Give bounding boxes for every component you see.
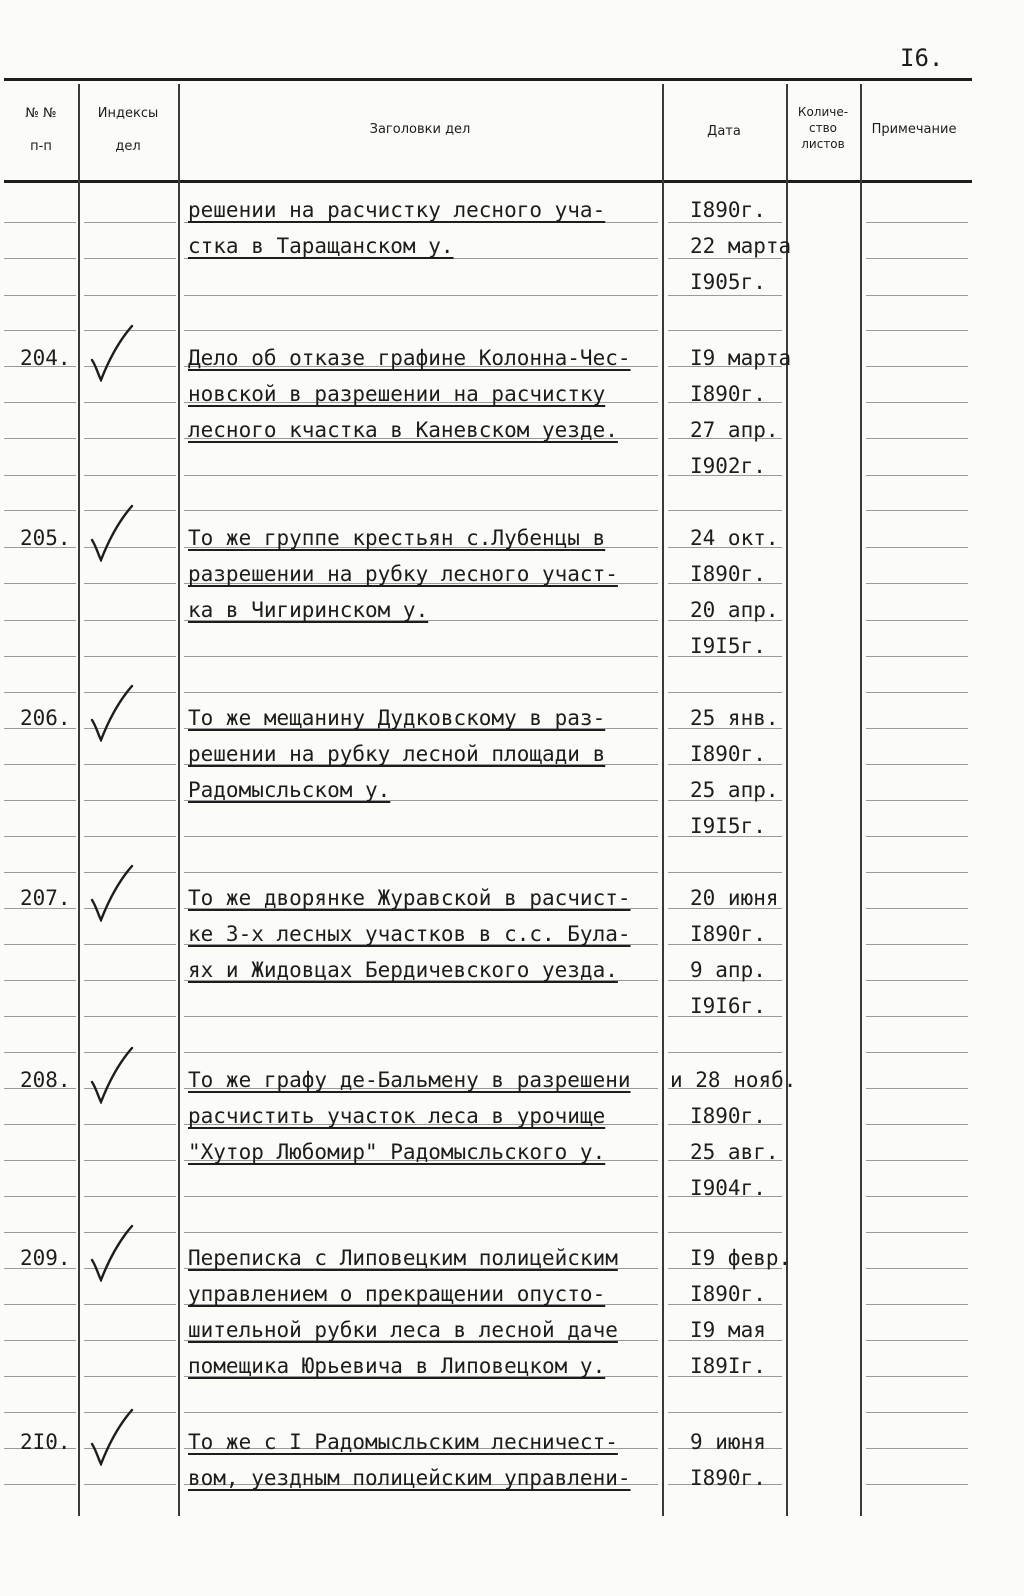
header-index-col: Индексы дел xyxy=(97,106,159,154)
ruled-line xyxy=(4,510,76,511)
entry-date-line: I9 февр. xyxy=(690,1246,792,1270)
ruled-line xyxy=(184,475,658,476)
ruled-line xyxy=(84,764,176,765)
ruled-line xyxy=(84,1124,176,1125)
entry-title-line: То же с I Радомысльским лесничест- xyxy=(188,1430,618,1454)
ruled-line xyxy=(84,258,176,259)
entry-number: 2I0. xyxy=(20,1430,71,1454)
ruled-line xyxy=(4,1160,76,1161)
ruled-line xyxy=(4,258,76,259)
table-header-rule xyxy=(4,180,972,183)
entry-date-line: I890г. xyxy=(690,742,766,766)
ruled-line xyxy=(866,620,968,621)
entry-title-line: ка в Чигиринском у. xyxy=(188,598,429,622)
ruled-line xyxy=(4,980,76,981)
entry-title-line: управлением о прекращении опусто- xyxy=(188,1282,606,1306)
header-sheets-col: Количе- ство листов xyxy=(797,105,849,151)
checkmark-icon xyxy=(90,504,134,562)
checkmark-icon xyxy=(90,324,134,382)
checkmark-icon xyxy=(90,864,134,922)
ruled-line xyxy=(866,330,968,331)
ruled-line xyxy=(4,1340,76,1341)
ruled-line xyxy=(84,222,176,223)
ruled-line xyxy=(4,836,76,837)
ruled-line xyxy=(866,295,968,296)
ruled-line xyxy=(84,620,176,621)
ruled-line xyxy=(4,692,76,693)
ruled-line xyxy=(184,692,658,693)
ruled-line xyxy=(866,1304,968,1305)
checkmark-icon xyxy=(90,684,134,742)
entry-title-line: ке 3-х лесных участков в с.с. Була- xyxy=(188,922,631,946)
entry-number: 208. xyxy=(20,1068,71,1092)
ruled-line xyxy=(184,295,658,296)
entry-date-line: 25 апр. xyxy=(690,778,779,802)
ruled-line xyxy=(4,1376,76,1377)
ruled-line xyxy=(4,1124,76,1125)
ruled-line xyxy=(866,547,968,548)
ruled-line xyxy=(866,1448,968,1449)
ruled-line xyxy=(668,1052,782,1053)
ruled-line xyxy=(184,1052,658,1053)
ruled-line xyxy=(4,330,76,331)
ruled-line xyxy=(866,872,968,873)
ruled-line xyxy=(4,1412,76,1413)
ruled-line xyxy=(866,692,968,693)
entry-date-line: I890г. xyxy=(690,1282,766,1306)
entry-date-line: 20 апр. xyxy=(690,598,779,622)
ruled-line xyxy=(184,872,658,873)
entry-date-line: I890г. xyxy=(690,922,766,946)
entry-date-line: 20 июня xyxy=(690,886,779,910)
entry-title-line: "Хутор Любомир" Радомысльского у. xyxy=(188,1140,606,1164)
column-divider-5 xyxy=(860,84,862,1516)
ruled-line xyxy=(4,620,76,621)
ruled-line xyxy=(84,438,176,439)
ruled-line xyxy=(668,692,782,693)
ruled-line xyxy=(866,1052,968,1053)
entry-title-line: То же графу де-Бальмену в разрешени xyxy=(188,1068,631,1092)
ruled-line xyxy=(866,1124,968,1125)
checkmark-icon xyxy=(90,1408,134,1466)
entry-date-line: I9I5г. xyxy=(690,634,766,658)
ruled-line xyxy=(84,1376,176,1377)
ruled-line xyxy=(84,944,176,945)
entry-title-line: расчистить участок леса в урочище xyxy=(188,1104,606,1128)
entry-title-line: стка в Таращанском у. xyxy=(188,234,454,258)
ruled-line xyxy=(84,1340,176,1341)
ruled-line xyxy=(84,295,176,296)
header-note-col: Примечание xyxy=(871,122,957,137)
ruled-line xyxy=(866,656,968,657)
ruled-line xyxy=(668,872,782,873)
ruled-line xyxy=(84,583,176,584)
entry-number: 209. xyxy=(20,1246,71,1270)
ruled-line xyxy=(184,1196,658,1197)
entry-title-line: Радомысльском у. xyxy=(188,778,391,802)
ruled-line xyxy=(4,295,76,296)
entry-date-line: I890г. xyxy=(690,1104,766,1128)
entry-date-line: I890г. xyxy=(690,562,766,586)
entry-date-line: 25 авг. xyxy=(690,1140,779,1164)
entry-date-line: I902г. xyxy=(690,454,766,478)
entry-date-line: 22 марта xyxy=(690,234,792,258)
ruled-line xyxy=(866,836,968,837)
ruled-line xyxy=(866,583,968,584)
column-divider-2 xyxy=(178,84,180,1516)
ruled-line xyxy=(184,836,658,837)
ruled-line xyxy=(866,1268,968,1269)
ruled-line xyxy=(4,1304,76,1305)
ruled-line xyxy=(84,656,176,657)
ruled-line xyxy=(866,980,968,981)
ruled-line xyxy=(84,836,176,837)
ruled-line xyxy=(4,1052,76,1053)
entry-date-line: 24 окт. xyxy=(690,526,779,550)
ruled-line xyxy=(4,1484,76,1485)
entry-number: 207. xyxy=(20,886,71,910)
ruled-line xyxy=(84,1484,176,1485)
ruled-line xyxy=(184,1412,658,1413)
ruled-line xyxy=(84,800,176,801)
ruled-line xyxy=(866,475,968,476)
column-divider-1 xyxy=(78,84,80,1516)
checkmark-icon xyxy=(90,1224,134,1282)
header-title-col: Заголовки дел xyxy=(369,122,471,137)
column-divider-3 xyxy=(662,84,664,1516)
ruled-line xyxy=(866,258,968,259)
ruled-line xyxy=(4,1016,76,1017)
ruled-line xyxy=(4,402,76,403)
ruled-line xyxy=(866,728,968,729)
ruled-line xyxy=(4,1232,76,1233)
entry-date-line: I904г. xyxy=(690,1176,766,1200)
ruled-line xyxy=(4,583,76,584)
entry-date-line: I890г. xyxy=(690,1466,766,1490)
ruled-line xyxy=(866,366,968,367)
entry-title-line: вом, уездным полицейским управлени- xyxy=(188,1466,631,1490)
ruled-line xyxy=(866,222,968,223)
ruled-line xyxy=(866,438,968,439)
ruled-line xyxy=(866,800,968,801)
entry-date-line: и 28 нояб. xyxy=(670,1068,797,1092)
ruled-line xyxy=(866,1484,968,1485)
ruled-line xyxy=(184,330,658,331)
entry-title-line: То же дворянке Журавской в расчист- xyxy=(188,886,631,910)
entry-title-line: ях и Жидовцах Бердичевского уезда. xyxy=(188,958,618,982)
entry-title-line: помещика Юрьевича в Липовецком у. xyxy=(188,1354,606,1378)
entry-title-line: Переписка с Липовецким полицейским xyxy=(188,1246,618,1270)
entry-date-line: I890г. xyxy=(690,198,766,222)
ruled-line xyxy=(4,764,76,765)
entry-number: 206. xyxy=(20,706,71,730)
ruled-line xyxy=(866,1376,968,1377)
entry-title-line: решении на рубку лесной площади в xyxy=(188,742,606,766)
ruled-line xyxy=(866,510,968,511)
ruled-line xyxy=(866,908,968,909)
header-num-col: № № п-п xyxy=(25,106,57,154)
ruled-line xyxy=(668,510,782,511)
ruled-line xyxy=(668,1412,782,1413)
ruled-line xyxy=(866,1160,968,1161)
ruled-line xyxy=(184,656,658,657)
table-top-rule xyxy=(4,78,972,81)
entry-title-line: шительной рубки леса в лесной даче xyxy=(188,1318,618,1342)
header-date-col: Дата xyxy=(707,124,741,139)
ruled-line xyxy=(4,800,76,801)
entry-date-line: 25 янв. xyxy=(690,706,779,730)
entry-title-line: разрешении на рубку лесного участ- xyxy=(188,562,618,586)
ruled-line xyxy=(866,402,968,403)
entry-date-line: I890г. xyxy=(690,382,766,406)
ruled-line xyxy=(84,475,176,476)
ruled-line xyxy=(4,944,76,945)
ruled-line xyxy=(4,475,76,476)
ruled-line xyxy=(668,1232,782,1233)
entry-date-line: I89Iг. xyxy=(690,1354,766,1378)
page-number: I6. xyxy=(900,44,944,72)
entry-title-line: решении на расчистку лесного уча- xyxy=(188,198,606,222)
column-divider-4 xyxy=(786,84,788,1516)
ruled-line xyxy=(4,656,76,657)
entry-date-line: I9I6г. xyxy=(690,994,766,1018)
ruled-line xyxy=(84,980,176,981)
ruled-line xyxy=(84,1016,176,1017)
entry-date-line: 27 апр. xyxy=(690,418,779,442)
ruled-line xyxy=(84,1196,176,1197)
entry-title-line: новской в разрешении на расчистку xyxy=(188,382,606,406)
ruled-line xyxy=(84,1160,176,1161)
checkmark-icon xyxy=(90,1046,134,1104)
ruled-line xyxy=(866,1196,968,1197)
ruled-line xyxy=(668,330,782,331)
ruled-line xyxy=(4,1196,76,1197)
entry-number: 205. xyxy=(20,526,71,550)
entry-title-line: То же группе крестьян с.Лубенцы в xyxy=(188,526,606,550)
ruled-line xyxy=(4,438,76,439)
ruled-line xyxy=(84,402,176,403)
ruled-line xyxy=(4,222,76,223)
entry-title-line: лесного кчастка в Каневском уезде. xyxy=(188,418,618,442)
entry-date-line: I9 марта xyxy=(690,346,792,370)
entry-title-line: То же мещанину Дудковскому в раз- xyxy=(188,706,606,730)
ruled-line xyxy=(866,1088,968,1089)
entry-date-line: I9I5г. xyxy=(690,814,766,838)
entry-date-line: 9 июня xyxy=(690,1430,766,1454)
ruled-line xyxy=(184,510,658,511)
ruled-line xyxy=(4,872,76,873)
entry-date-line: I905г. xyxy=(690,270,766,294)
entry-date-line: 9 апр. xyxy=(690,958,766,982)
entry-date-line: I9 мая xyxy=(690,1318,766,1342)
ruled-line xyxy=(184,1232,658,1233)
ruled-line xyxy=(866,944,968,945)
ruled-line xyxy=(866,1412,968,1413)
entry-number: 204. xyxy=(20,346,71,370)
ruled-line xyxy=(84,1304,176,1305)
ruled-line xyxy=(866,1016,968,1017)
ruled-line xyxy=(866,1232,968,1233)
ruled-line xyxy=(866,1340,968,1341)
ruled-line xyxy=(184,1016,658,1017)
entry-title-line: Дело об отказе графине Колонна-Чес- xyxy=(188,346,631,370)
ruled-line xyxy=(866,764,968,765)
